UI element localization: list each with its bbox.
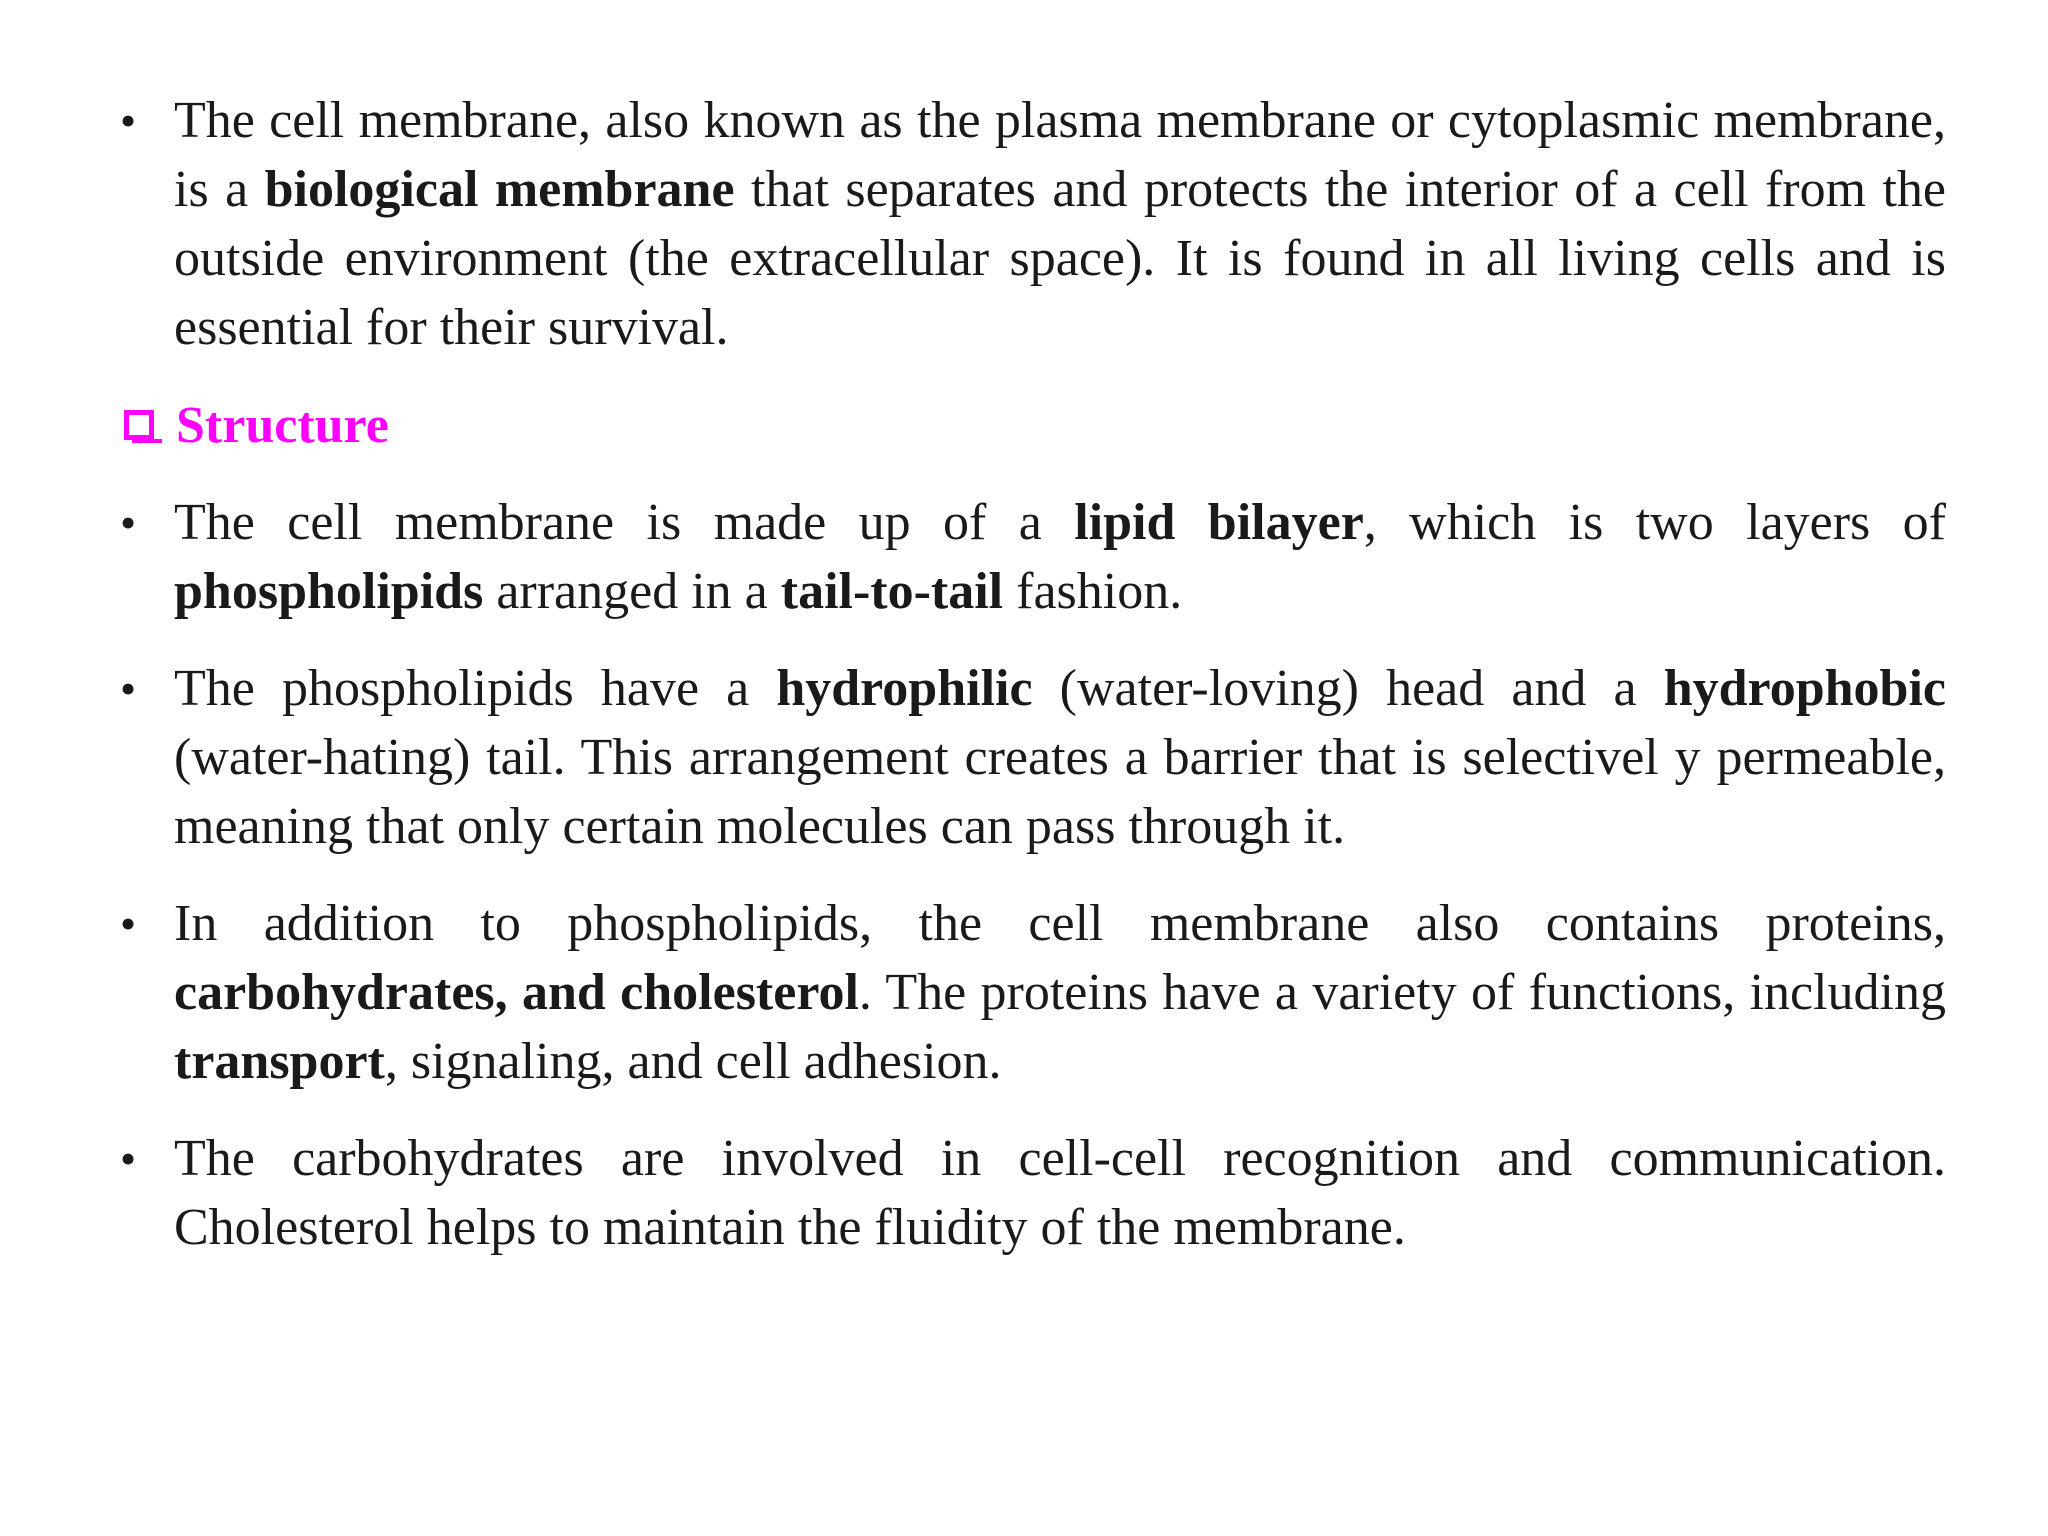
text-segment: The carbohydrates are involved in cell-cell recognition and communication. Cholesterol helps to maintain the fluidity of the membrane. [174, 1130, 1946, 1256]
intro-text [174, 86, 1946, 362]
text-segment: arranged in a [483, 563, 781, 620]
text-segment: (water-loving) head and a [1032, 660, 1664, 717]
list-item [120, 889, 1946, 1096]
text-segment: that separates and protects the interior of a cell from the outside environment (the extracellular space). It is found in all living cells and is essential for their survival. [174, 161, 1946, 356]
text-segment: , which is two layers of [1363, 494, 1947, 551]
bullet-icon: • [120, 95, 137, 146]
text-segment: fashion. [1003, 563, 1183, 620]
slide-content [120, 86, 1946, 1262]
list-item-text [174, 1124, 1946, 1262]
list-item-text [174, 488, 1946, 626]
bold-term: hydrophilic [776, 660, 1033, 717]
bold-term: transport [174, 1033, 385, 1090]
bullet-icon: • [120, 497, 137, 548]
section-heading [120, 390, 1946, 460]
text-segment: The phospholipids have a [174, 660, 777, 717]
text-segment: (water-hating) tail. This arrangement creates a barrier that is selectivel y permeable, meaning that only certain molecules can pass through it. [174, 729, 1946, 855]
text-segment: The cell membrane, also known as the plasma membrane or cytoplasmic membrane, is a [174, 92, 1946, 218]
list-item [120, 1124, 1946, 1262]
bold-term: phospholipids [174, 563, 484, 620]
bold-term: carbohydrates, and cholesterol [174, 964, 859, 1021]
text-segment: . The proteins have a variety of functions, including [858, 964, 1946, 1021]
bold-term: tail-to-tail [780, 563, 1004, 620]
list-item [120, 654, 1946, 861]
bold-term: lipid bilayer [1074, 494, 1364, 551]
checkbox-square-icon [124, 410, 154, 440]
bullet-icon: • [120, 898, 137, 949]
text-segment: In addition to phospholipids, the cell membrane also contains proteins, [174, 895, 1946, 952]
list-item-text [174, 654, 1946, 861]
bold-term: biological membrane [264, 161, 735, 218]
bullet-icon: • [120, 663, 137, 714]
text-segment: , signaling, and cell adhesion. [384, 1033, 1002, 1090]
section-heading-label: Structure [176, 396, 389, 454]
bullet-icon: • [120, 1133, 137, 1184]
list-item-text [174, 889, 1946, 1096]
list-item [120, 488, 1946, 626]
text-segment: The cell membrane is made up of a [174, 494, 1075, 551]
bold-term: hydrophobic [1663, 660, 1946, 717]
intro-bullet [120, 86, 1946, 362]
